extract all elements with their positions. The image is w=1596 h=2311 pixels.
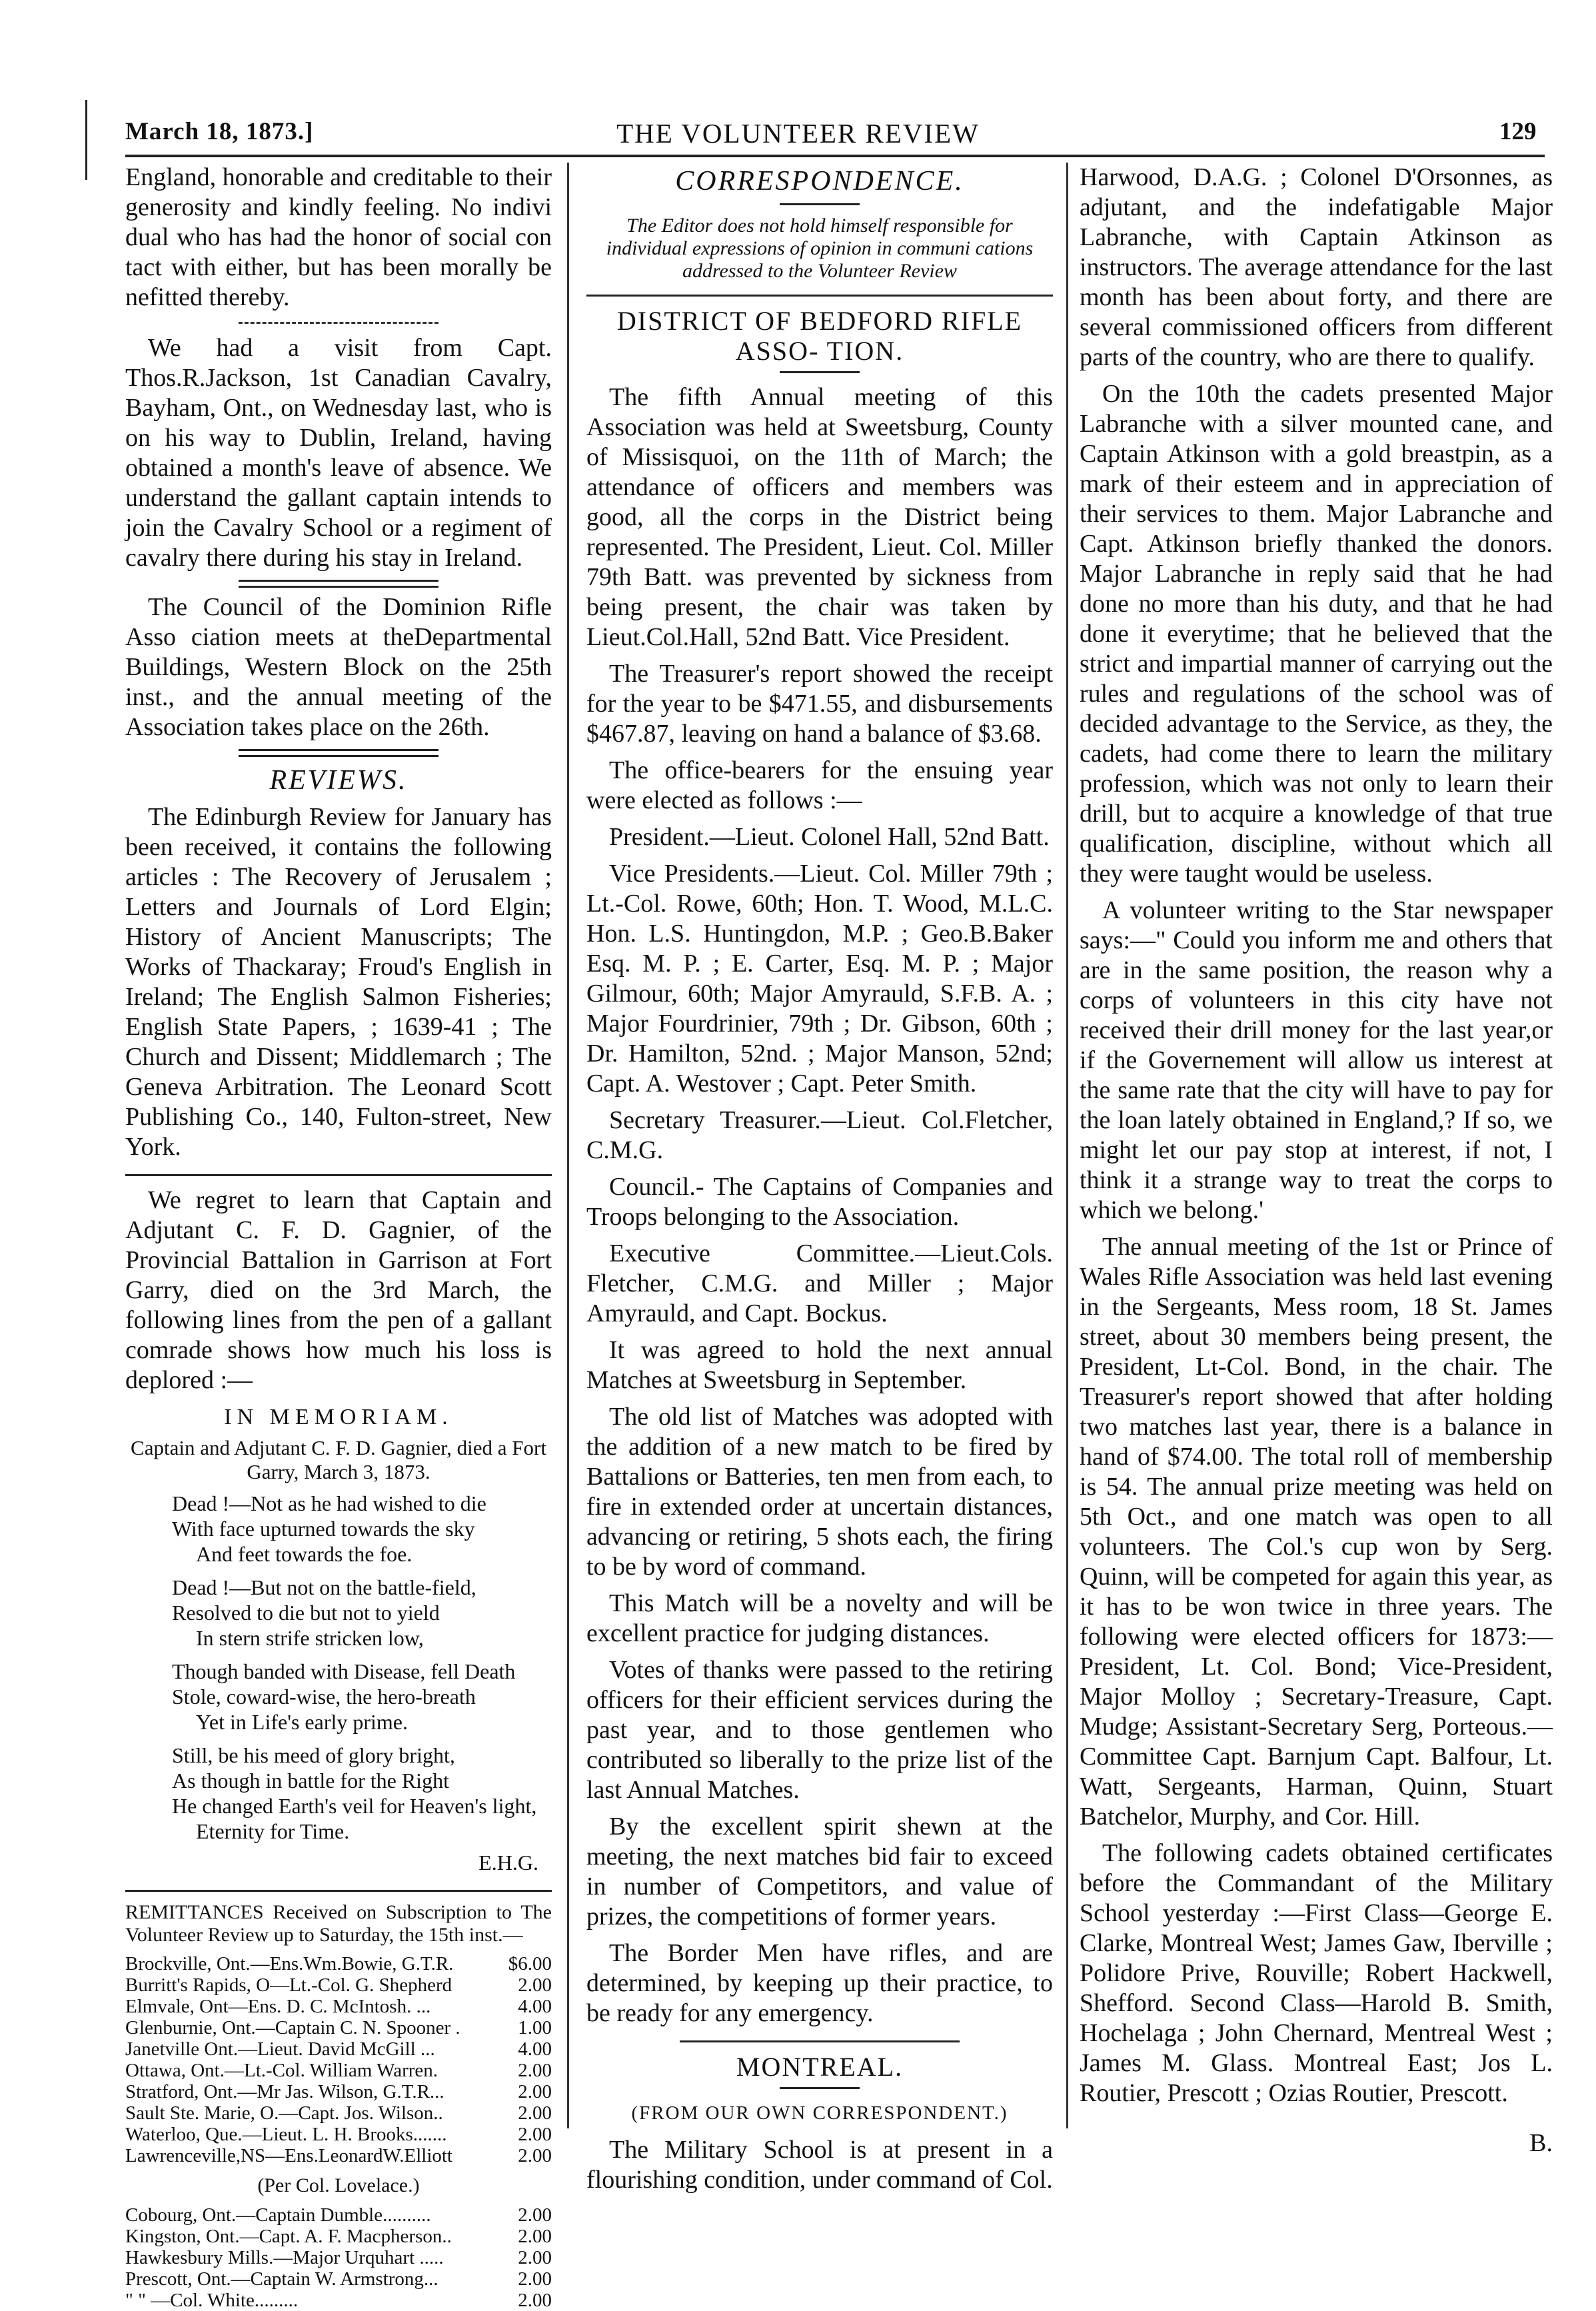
poem-line: Dead !—But not on the battle-field, xyxy=(172,1575,476,1599)
remittance-name: Brockville, Ont.—Ens.Wm.Bowie, G.T.R. xyxy=(125,1953,454,1974)
masthead-title: THE VOLUNTEER REVIEW xyxy=(616,118,980,149)
section-heading: CORRESPONDENCE. xyxy=(675,166,964,197)
paragraph: By the excellent spirit shewn at the meeting, the next matches bid fair to exceed in number of Competitors, and value of prizes, the competitions of former years. xyxy=(586,1813,1053,1930)
remittance-row xyxy=(125,2268,552,2290)
column-rule xyxy=(567,163,569,2128)
column-left xyxy=(125,163,552,2311)
dateline: (FROM OUR OWN CORRESPONDENT.) xyxy=(631,2102,1008,2124)
column-right xyxy=(1080,163,1553,2158)
remittance-row xyxy=(125,2145,552,2166)
remittance-row xyxy=(125,2124,552,2145)
remittance-row xyxy=(125,2247,552,2268)
paragraph: The Council of the Dominion Rifle Asso ciation meets at theDepartmental Buildings, Western Block on the 25th inst., and the annual meeting of the Association takes place on the 26th. xyxy=(125,593,552,741)
paragraph: England, honorable and creditable to their generosity and kindly feeling. No indivi dual who has had the honor of social con tact with either, but has been morally be nefitted thereby. xyxy=(125,163,552,311)
remittance-name: " " —Col. White......... xyxy=(125,2290,299,2311)
poem-line: Yet in Life's early prime. xyxy=(196,1710,408,1734)
paragraph: The Border Men have rifles, and are determined, by keeping up their practice, to be ready for any emergency. xyxy=(586,1939,1053,2027)
poem-line: Dead !—Not as he had wished to die xyxy=(172,1491,486,1515)
remittance-name: Kingston, Ont.—Capt. A. F. Macpherson.. xyxy=(125,2226,452,2247)
column-middle xyxy=(586,163,1053,2202)
remittance-name: Prescott, Ont.—Captain W. Armstrong... xyxy=(125,2268,438,2290)
article-heading: MONTREAL. xyxy=(736,2052,904,2082)
remittance-row xyxy=(125,2290,552,2311)
poem-title: IN MEMORIAM. xyxy=(224,1405,453,1429)
divider xyxy=(780,371,860,373)
remittance-name: Burritt's Rapids, O—Lt.-Col. G. Shepherd xyxy=(125,1974,452,1996)
remittance-name: Sault Ste. Marie, O.—Capt. Jos. Wilson.. xyxy=(125,2102,443,2124)
remittance-name: Janetville Ont.—Lieut. David McGill ... xyxy=(125,2038,435,2060)
remittance-amount: 2.00 xyxy=(518,1974,552,1996)
paragraph: Vice Presidents.—Lieut. Col. Miller 79th ; Lt.-Col. Rowe, 60th; Hon. T. Wood, M.L.C. Hon. L.S. Huntingdon, M.P. ; Geo.B.Baker Esq. M. P. ; E. Carter, Esq. M. P. ; Major Gilmour, 60th; Major Amyrauld, S.F.B. A. ; Major Fourdrinier, 79th ; Dr. Gibson, 60th ; Dr. Hamilton, 52nd. ; Major Manson, 52nd; Capt. A. Westover ; Capt. Peter Smith. xyxy=(586,860,1053,1098)
remittance-amount: 2.00 xyxy=(518,2060,552,2081)
remittance-row xyxy=(125,2226,552,2247)
paragraph: A volunteer writing to the Star newspaper says:—" Could you inform me and others that are in the same position, the reason why a corps of volunteers in this city have not received their drill money for the last year,or if the Governement will allow us interest at the same rate that the city will have to pay for the loan lately obtained in England,? If so, we might let our pay stop at interest, if not, I think it a strange way to treat the corps to which we belong.' xyxy=(1080,896,1553,1224)
stanza xyxy=(172,1575,552,1651)
divider xyxy=(125,1890,552,1892)
remittance-row xyxy=(125,2081,552,2102)
remittance-row xyxy=(125,2204,552,2226)
paragraph: This Match will be a novelty and will be excellent practice for judging distances. xyxy=(586,1589,1053,1647)
divider xyxy=(780,203,860,205)
remittance-amount: 2.00 xyxy=(518,2290,552,2311)
paragraph: The old list of Matches was adopted with the addition of a new match to be fired by Battalions or Batteries, ten men from each, to fire in extended order at uncertain distances, advancing or retiring, 5 shots each, the firing to be by word of command. xyxy=(586,1403,1053,1581)
column-rule xyxy=(1066,163,1068,2128)
remittance-name: Glenburnie, Ont.—Captain C. N. Spooner . xyxy=(125,2017,460,2038)
remittance-amount: 4.00 xyxy=(518,2038,552,2060)
remittance-name: Ottawa, Ont.—Lt.-Col. William Warren. xyxy=(125,2060,438,2081)
remittance-list xyxy=(125,2204,552,2311)
stanza xyxy=(172,1743,552,1844)
remittance-row xyxy=(125,1996,552,2017)
paragraph: Executive Committee.—Lieut.Cols. Fletcher, C.M.G. and Miller ; Major Amyrauld, and Capt. Bockus. xyxy=(586,1239,1053,1327)
poem-line: Resolved to die but not to yield xyxy=(172,1601,440,1625)
poem-line: In stern strife stricken low, xyxy=(196,1626,424,1650)
paragraph: President.—Lieut. Colonel Hall, 52nd Batt. xyxy=(609,823,1050,851)
divider xyxy=(780,2087,860,2089)
paragraph: Votes of thanks were passed to the retiring officers for their efficient services during the past year, and to those gentlemen who contributed so liberally to the prize list of the last Annual Matches. xyxy=(586,1656,1053,1804)
remittance-row xyxy=(125,1974,552,1996)
remittance-row xyxy=(125,2017,552,2038)
remittance-amount: 2.00 xyxy=(518,2204,552,2226)
divider xyxy=(680,2040,960,2042)
remittance-list xyxy=(125,1953,552,2166)
poem-line: With face upturned towards the sky xyxy=(172,1517,475,1541)
remittances-heading: REMITTANCES Received on Subscription to The Volunteer Review up to Saturday, the 15th inst.— xyxy=(125,1901,552,1946)
poem-subtitle: Captain and Adjutant C. F. D. Gagnier, died a Fort Garry, March 3, 1873. xyxy=(131,1436,546,1483)
divider xyxy=(586,295,1053,297)
poem-signature: E.H.G. xyxy=(478,1851,538,1875)
divider xyxy=(125,1174,552,1176)
paragraph: It was agreed to hold the next annual Matches at Sweetsburg in September. xyxy=(586,1336,1053,1394)
poem-line: Still, be his meed of glory bright, xyxy=(172,1743,455,1767)
header-rule xyxy=(125,155,1545,157)
stanza xyxy=(172,1659,552,1735)
paragraph: The office-bearers for the ensuing year were elected as follows :— xyxy=(586,756,1053,814)
poem-line: Stole, coward-wise, the hero-breath xyxy=(172,1685,476,1709)
poem-line: As though in battle for the Right xyxy=(172,1769,449,1793)
paragraph: Harwood, D.A.G. ; Colonel D'Orsonnes, as adjutant, and the indefatigable Major Labranche, with Captain Atkinson as instructors. The average attendance for the last month has been about forty, and there are several commissioned officers from different parts of the country, who are there to qualify. xyxy=(1080,163,1553,371)
remittance-amount: 2.00 xyxy=(518,2081,552,2102)
remittance-amount: 2.00 xyxy=(518,2268,552,2290)
signature: B. xyxy=(1529,2129,1553,2157)
remittance-row xyxy=(125,2060,552,2081)
paragraph: The Military School is at present in a flourishing condition, under command of Col. xyxy=(586,2136,1053,2194)
divider xyxy=(239,749,438,751)
remittance-amount: 1.00 xyxy=(518,2017,552,2038)
paragraph: The fifth Annual meeting of this Association was held at Sweetsburg, County of Missisquoi, on the 11th of March; the attendance of officers and members was good, all the corps in the District being represented. The President, Lieut. Col. Miller 79th Batt. was prevented by sickness from being present, the chair was taken by Lieut.Col.Hall, 52nd Batt. Vice President. xyxy=(586,383,1053,651)
paragraph: Council.- The Captains of Companies and Troops belonging to the Association. xyxy=(586,1173,1053,1231)
remittance-subheading: (Per Col. Lovelace.) xyxy=(257,2174,420,2196)
remittance-row xyxy=(125,2102,552,2124)
section-heading: REVIEWS. xyxy=(269,765,408,796)
poem-line: He changed Earth's veil for Heaven's light, xyxy=(172,1794,537,1818)
paragraph: On the 10th the cadets presented Major Labranche with a silver mounted cane, and Captain Atkinson with a gold breastpin, as a mark of their esteem and in appreciation of their services to them. Major Labranche and Capt. Atkinson briefly thanked the donors. Major Labranche in reply said that he had done no more than his duty, and that he had done it everytime; that he believed that the strict and impartial manner of carrying out the rules and regulations of the school was of decided advantage to the Service, as they, the cadets, had come there to learn the military profession, which was not only to learn their drill, but to acquire a knowledge of that true qualification, discipline, without which all they were taught would be useless. xyxy=(1080,380,1553,888)
paragraph: We regret to learn that Captain and Adjutant C. F. D. Gagnier, of the Provincial Battalion in Garrison at Fort Garry, died on the 3rd March, the following lines from the pen of a gallant comrade shows how much his loss is deplored :— xyxy=(125,1186,552,1394)
remittance-name: Lawrenceville,NS—Ens.LeonardW.Elliott xyxy=(125,2145,452,2166)
paragraph: The following cadets obtained certificates before the Commandant of the Military School yesterday :—First Class—George E. Clarke, Montreal West; James Gaw, Iberville ; Polidore Prive, Rouville; Robert Hackwell, Shefford. Second Class—Harold B. Smith, Hochelaga ; John Chernard, Mentreal West ; James M. Glass. Montreal East; Jos L. Routier, Prescott ; Ozias Routier, Prescott. xyxy=(1080,1839,1553,2107)
remittance-amount: 4.00 xyxy=(518,1996,552,2017)
remittance-amount: 2.00 xyxy=(518,2124,552,2145)
poem-line: Eternity for Time. xyxy=(196,1819,350,1843)
remittance-amount: 2.00 xyxy=(518,2247,552,2268)
stanza xyxy=(172,1491,552,1567)
editor-note: The Editor does not hold himself responsible for individual expressions of opinion in communi cations addressed to the Volunteer Review xyxy=(606,215,1034,282)
poem xyxy=(172,1491,552,1844)
remittance-name: Stratford, Ont.—Mr Jas. Wilson, G.T.R... xyxy=(125,2081,444,2102)
remittance-amount: 2.00 xyxy=(518,2226,552,2247)
remittance-amount: $6.00 xyxy=(508,1953,552,1974)
remittance-row xyxy=(125,1953,552,1974)
remittance-row xyxy=(125,2038,552,2060)
paragraph: The annual meeting of the 1st or Prince of Wales Rifle Association was held last evening in the Sergeants, Mess room, 18 St. James street, about 30 members being present, the President, Lt-Col. Bond, in the chair. The Treasurer's report showed that after holding two matches last year, there is a balance in hand of $74.00. The total roll of membership is 54. The annual prize meeting was held on 5th Oct., and one match was open to all volunteers. The Col.'s cup won by Serg. Quinn, will be competed for again this year, as it has to be won twice in three years. The following were elected officers for 1873:—President, Lt. Col. Bond; Vice-President, Major Molloy ; Secretary-Treasure, Capt. Mudge; Assistant-Secretary Serg, Porteous.—Committee Capt. Barnjum Capt. Balfour, Lt. Watt, Sergeants, Harman, Quinn, Stuart Batchelor, Murphy, and Cor. Hill. xyxy=(1080,1233,1553,1831)
poem-line: And feet towards the foe. xyxy=(196,1542,412,1566)
paragraph: We had a visit from Capt. Thos.R.Jackson, 1st Canadian Cavalry, Bayham, Ont., on Wednesday last, who is on his way to Dublin, Ireland, having obtained a month's leave of absence. We understand the gallant captain intends to join the Cavalry School or a regiment of cavalry there during his stay in Ireland. xyxy=(125,334,552,572)
article-heading: DISTRICT OF BEDFORD RIFLE ASSO- TION. xyxy=(616,306,1023,366)
remittance-name: Waterloo, Que.—Lieut. L. H. Brooks....... xyxy=(125,2124,447,2145)
divider xyxy=(239,322,438,324)
divider xyxy=(239,580,438,582)
poem-line: Though banded with Disease, fell Death xyxy=(172,1659,516,1683)
issue-date: March 18, 1873.] xyxy=(125,118,314,145)
paragraph: The Edinburgh Review for January has been received, it contains the following articles : The Recovery of Jerusalem ; Letters and Journals of Lord Elgin; History of Ancient Manuscripts; The Works of Thackaray; Froud's English in Ireland; The English Salmon Fisheries; English State Papers, ; 1639-41 ; The Church and Dissent; Middlemarch ; The Geneva Arbitration. The Leonard Scott Publishing Co., 140, Fulton-street, New York. xyxy=(125,803,552,1161)
remittance-name: Cobourg, Ont.—Captain Dumble.......... xyxy=(125,2204,431,2226)
page-number: 129 xyxy=(1499,118,1537,145)
remittance-amount: 2.00 xyxy=(518,2102,552,2124)
remittance-name: Elmvale, Ont—Ens. D. C. McIntosh. ... xyxy=(125,1996,431,2017)
paragraph: Secretary Treasurer.—Lieut. Col.Fletcher, C.M.G. xyxy=(586,1106,1053,1164)
remittance-name: Hawkesbury Mills.—Major Urquhart ..... xyxy=(125,2247,444,2268)
paragraph: The Treasurer's report showed the receipt for the year to be $471.55, and disbursements $467.87, leaving on hand a balance of $3.68. xyxy=(586,660,1053,748)
remittance-amount: 2.00 xyxy=(518,2145,552,2166)
